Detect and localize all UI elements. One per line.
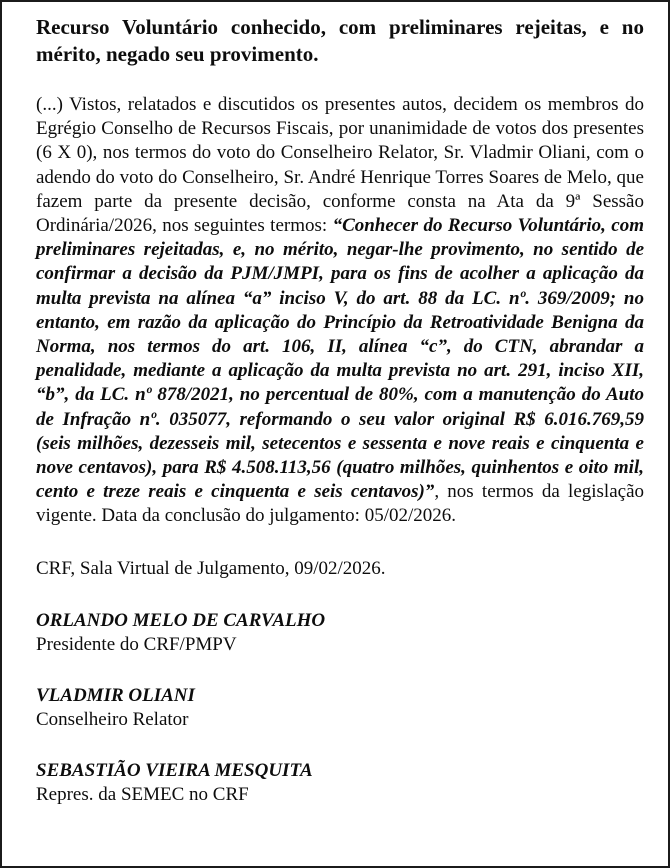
decision-body-intro: (...) Vistos, relatados e discutidos os presentes autos, decidem os membros do Egrégio Conselho de Recursos Fiscais, por unanimidade de votos dos presentes (6 X 0), nos termos do voto do Conselheiro Relator, Sr. Vladmir Oliani, com o adendo do voto do Conselheiro, Sr. André Henrique Torres Soares de Melo, que fazem parte da presente decisão, conforme consta na Ata da 9ª Sessão Ordinária/2026, nos seguintes termos:	[36, 94, 644, 237]
signatory-name: SEBASTIÃO VIEIRA MESQUITA	[36, 759, 313, 781]
signature-block	[36, 684, 644, 732]
signature-block	[36, 609, 644, 657]
decision-body-paragraph	[36, 93, 644, 529]
signatory-name: VLADMIR OLIANI	[36, 684, 195, 706]
signature-block	[36, 759, 644, 807]
decision-headline: Recurso Voluntário conhecido, com preliminares rejeitas, e no mérito, negado seu provimento.	[36, 15, 644, 66]
signatory-role: Presidente do CRF/PMPV	[36, 633, 237, 655]
signatory-name: ORLANDO MELO DE CARVALHO	[36, 609, 326, 631]
decision-body-outro: , nos termos da legislação vigente. Data da conclusão do julgamento: 05/02/2026.	[36, 481, 644, 527]
signatory-role: Conselheiro Relator	[36, 708, 189, 730]
place-date-line: CRF, Sala Virtual de Julgamento, 09/02/2026.	[36, 557, 386, 579]
decision-quote: “Conhecer do Recurso Voluntário, com preliminares rejeitadas, e, no mérito, negar-lhe provimento, no sentido de confirmar a decisão da PJM/JMPI, para os fins de acolher a aplicação da multa prevista na alínea “a” inciso V, do art. 88 da LC. nº. 369/2009; no entanto, em razão da aplicação do Princípio da Retroatividade Benigna da Norma, nos termos do art. 106, II, alínea “c”, do CTN, abrandar a penalidade, mediante a aplicação da multa prevista no art. 291, inciso XII, “b”, da LC. nº 878/2021, no percentual de 80%, com a manutenção do Auto de Infração nº. 035077, reformando o seu valor original R$ 6.016.769,59 (seis milhões, dezesseis mil, setecentos e sessenta e nove reais e cinquenta e nove centavos), para R$ 4.508.113,56 (quatro milhões, quinhentos e oito mil, cento e treze reais e cinquenta e seis centavos)”	[36, 215, 644, 503]
signatory-role: Repres. da SEMEC no CRF	[36, 783, 249, 805]
